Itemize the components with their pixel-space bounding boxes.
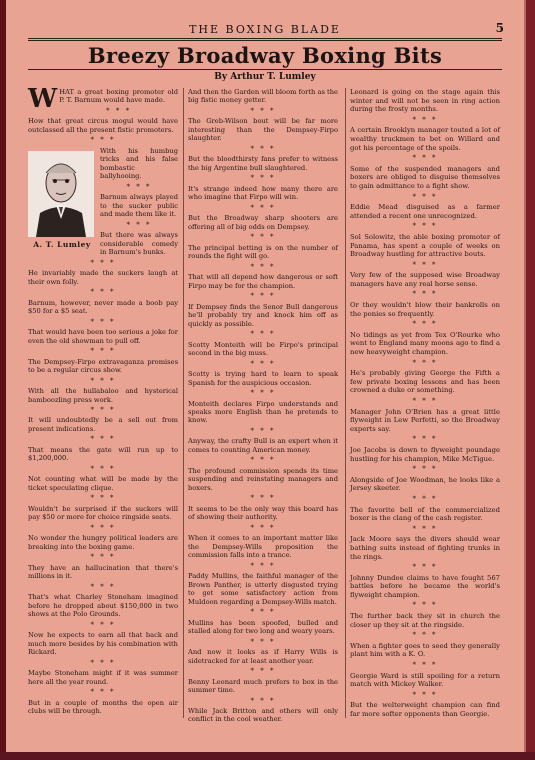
paragraph-separator: * * * xyxy=(250,292,276,301)
article-paragraph: Not counting what will be made by the ticket speculating clique. xyxy=(28,475,178,492)
article-paragraph: The Greb-Wilson bout will be far more interesting than the Dempsey-Firpo slaughter. xyxy=(188,117,338,143)
paragraph-separator: * * * xyxy=(412,524,438,533)
article-paragraph: That's what Charley Stoneham imagined before he dropped about $150,000 in two shows at the Polo Grounds. xyxy=(28,593,178,619)
article-paragraph: But the bloodthirsty fans prefer to witness the big Argentine bull slaughtered. xyxy=(188,155,338,172)
paragraph-separator: * * * xyxy=(90,405,116,414)
article-paragraph: Wouldn't be surprised if the suckers will pay $50 or more for choice ringside seats. xyxy=(28,504,178,522)
article-column-2 xyxy=(188,88,338,726)
paragraph-separator: * * * xyxy=(412,601,438,610)
drop-cap: W xyxy=(28,84,58,114)
author-photo xyxy=(28,151,96,250)
paragraph-separator: * * * xyxy=(90,464,116,473)
article-column-1 xyxy=(28,84,178,717)
page-number: 5 xyxy=(495,21,504,35)
article-paragraph: Mullins has been spoofed, bulled and stalled along for two long and weary years. xyxy=(188,618,338,636)
paragraph-separator: * * * xyxy=(250,426,276,435)
article-paragraph: Barnum always played to the sucker public and made them like it. xyxy=(100,193,178,219)
article-paragraph: Georgie Ward is still spoiling for a return match with Mickey Walker. xyxy=(350,671,500,689)
paragraph-separator: * * * xyxy=(106,106,132,115)
article-paragraph: It seems to be the only way this board has of showing their authority. xyxy=(188,504,338,522)
article-paragraph: How that great circus mogul would have outclassed all the present fistic promoters. xyxy=(28,117,178,134)
article-paragraph: The Dempsey-Firpo extravaganza promises to be a regular circus show. xyxy=(28,357,178,375)
paragraph-separator: * * * xyxy=(412,192,438,201)
paragraph-separator: * * * xyxy=(250,696,276,705)
article-paragraph: Sol Solowitz, the able boxing promoter of Panama, has spent a couple of weeks on Broadway hustling for attractive bouts. xyxy=(350,232,500,259)
article-paragraph: Jack Moore says the divers should wear bathing suits instead of fighting trunks in the rings. xyxy=(350,535,500,561)
article-paragraph: Eddie Mead disguised as a farmer attended a recent one unrecognized. xyxy=(350,203,500,220)
header-rule-double xyxy=(28,40,502,41)
article-paragraph: Leonard is going on the stage again this winter and will not be seen in ring action during the frosty months. xyxy=(350,88,500,114)
column-divider xyxy=(183,88,184,718)
article-paragraph: Joe Jacobs is down to flyweight poundage hustling for his champion, Mike McTigue. xyxy=(350,445,500,463)
article-paragraph: A certain Brooklyn manager touted a lot of wealthy truckmen to bet on Willard and got his percentage of the spoils. xyxy=(350,126,500,152)
paragraph-separator: * * * xyxy=(412,435,438,444)
article-paragraph: When a fighter goes to seed they generally plant him with a K. O. xyxy=(350,641,500,659)
article-paragraph: But the Broadway sharp shooters are offering all of big odds on Dempsey. xyxy=(188,214,338,231)
article-paragraph: The favorite bell of the commercialized boxer is the clang of the cash register. xyxy=(350,505,500,523)
article-paragraph: That would have been too serious a joke for even the old showman to pull off. xyxy=(28,328,178,345)
article-paragraph: If Dempsey finds the Senor Bull dangerous he'll probably try and knock him off as quickly as possible. xyxy=(188,302,338,328)
paragraph-separator: * * * xyxy=(90,317,116,326)
paragraph-separator: * * * xyxy=(412,563,438,572)
paragraph-separator: * * * xyxy=(90,136,116,145)
paragraph-separator: * * * xyxy=(250,561,276,570)
article-paragraph: It's strange indeed how many there are who imagine that Firpo will win. xyxy=(188,184,338,202)
page-bottom-edge xyxy=(0,752,535,760)
article-paragraph: With all the hullabaloo and hysterical bamboozling press work. xyxy=(28,387,178,404)
paragraph-separator: * * * xyxy=(90,582,116,591)
paragraph-separator: * * * xyxy=(250,637,276,646)
running-header xyxy=(28,23,502,37)
article-paragraph: They have an hallucination that there's millions in it. xyxy=(28,563,178,581)
paragraph-separator: * * * xyxy=(90,523,116,532)
paragraph-separator: * * * xyxy=(412,397,438,405)
article-paragraph: Alongside of Joe Woodman, he looks like a Jersey skeeter. xyxy=(350,475,500,493)
paragraph-separator: * * * xyxy=(250,144,276,153)
paragraph-separator: * * * xyxy=(90,347,116,356)
article-paragraph: Monteith declares Firpo understands and speaks more English than he pretends to know. xyxy=(188,399,338,425)
paragraph-separator: * * * xyxy=(126,220,152,229)
paragraph-separator: * * * xyxy=(412,222,438,231)
paragraph-separator: * * * xyxy=(412,260,438,269)
paragraph-separator: * * * xyxy=(90,258,116,267)
paragraph-separator: * * * xyxy=(412,115,438,124)
paragraph-text: HAT a great boxing promoter old P. T. Barnum would have made. xyxy=(59,88,178,105)
article-paragraph: When it comes to an important matter like the Dempsey-Wills proposition the commission falls into a trance. xyxy=(188,534,338,560)
article-paragraph: With his humbug tricks and his false bombastic ballyhooing. xyxy=(100,146,178,181)
article-paragraph: He invariably made the suckers laugh at their own folly. xyxy=(28,269,178,286)
paragraph-separator: * * * xyxy=(90,435,116,444)
paragraph-separator: * * * xyxy=(412,465,438,474)
paragraph-separator: * * * xyxy=(412,661,438,670)
article-column-3 xyxy=(350,88,500,721)
article-paragraph: While Jack Britton and others will only conflict in the cool weather. xyxy=(188,707,338,724)
article-paragraph: The further back they sit in church the closer up they sit at the ringside. xyxy=(350,612,500,629)
article-byline: By Arthur T. Lumley xyxy=(214,72,316,82)
paragraph-separator: * * * xyxy=(250,608,276,617)
paragraph-separator: * * * xyxy=(126,182,152,191)
paragraph-separator: * * * xyxy=(250,106,276,115)
article-paragraph: That will all depend how dangerous or soft Firpo may be for the champion. xyxy=(188,273,338,290)
paragraph-separator: * * * xyxy=(250,203,276,212)
paragraph-separator: * * * xyxy=(412,631,438,640)
paragraph-separator: * * * xyxy=(90,688,116,697)
article-paragraph: Barnum, however, never made a boob pay $50 for a $5 seat. xyxy=(28,298,178,316)
article-headline: Breezy Broadway Boxing Bits xyxy=(87,43,443,68)
article-paragraph: But in a couple of months the open air clubs will be through. xyxy=(28,698,178,715)
paragraph-separator: * * * xyxy=(90,494,116,503)
article-paragraph: Anyway, the crafty Bull is an expert when it comes to counting American money. xyxy=(188,437,338,454)
article-paragraph: Or they wouldn't blow their bankrolls on the ponies so frequently. xyxy=(350,301,500,318)
article-paragraph: Maybe Stoneham might if it was summer here all the year round. xyxy=(28,669,178,686)
article-paragraph: Manager John O'Brien has a great little flyweight in Lew Perfetti, so the Broadway experts say. xyxy=(350,407,500,433)
article-paragraph: And then the Garden will bloom forth as the big fistic money getter. xyxy=(188,88,338,105)
article-paragraph: Scotty is trying hard to learn to speak Spanish for the auspicious occasion. xyxy=(188,370,338,387)
article-paragraph: Some of the suspended managers and boxers are obliged to disguise themselves to gain admittance to a fight show. xyxy=(350,164,500,190)
article-paragraph: Scotty Monteith will be Firpo's principal second in the big muss. xyxy=(188,340,338,358)
paragraph-separator: * * * xyxy=(250,233,276,242)
article-paragraph xyxy=(28,84,178,114)
paragraph-separator: * * * xyxy=(250,262,276,271)
article-paragraph: Paddy Mullins, the faithful manager of the Brown Panther, is utterly disgusted trying to get some satisfactory action from Muldoon regarding a Dempsey-Wills match. xyxy=(188,572,338,606)
headline-rule xyxy=(28,69,502,70)
article-paragraph: The profound commission spends its time suspending and reinstating managers and boxers. xyxy=(188,466,338,492)
article-paragraph: But there was always considerable comedy in Barnum's bunks. xyxy=(100,231,178,257)
article-paragraph: Very few of the supposed wise Broadway managers have any real horse sense. xyxy=(350,271,500,288)
column-divider xyxy=(345,88,346,718)
paragraph-separator: * * * xyxy=(412,290,438,299)
paragraph-separator: * * * xyxy=(90,376,116,385)
paragraph-separator: * * * xyxy=(250,174,276,183)
paragraph-separator: * * * xyxy=(250,523,276,532)
paragraph-separator: * * * xyxy=(412,358,438,367)
paragraph-separator: * * * xyxy=(90,658,116,667)
photo-caption: A. T. Lumley xyxy=(33,240,91,250)
article-paragraph: That means the gate will run up to $1,200,000. xyxy=(28,445,178,463)
paragraph-separator: * * * xyxy=(412,154,438,163)
paragraph-separator: * * * xyxy=(250,494,276,503)
article-paragraph: But the welterweight champion can find far more softer opponents than Georgie. xyxy=(350,701,500,718)
paragraph-separator: * * * xyxy=(250,359,276,368)
paragraph-separator: * * * xyxy=(250,330,276,339)
paragraph-separator: * * * xyxy=(90,620,116,629)
publication-title: THE BOXING BLADE xyxy=(189,23,341,36)
paragraph-separator: * * * xyxy=(412,320,438,329)
article-paragraph: Benny Leonard much prefers to box in the summer time. xyxy=(188,677,338,695)
article-paragraph: The principal betting is on the number of rounds the fight will go. xyxy=(188,243,338,261)
article-paragraph: Now he expects to earn all that back and much more besides by his combination with Rickard. xyxy=(28,631,178,657)
article-paragraph: And now it looks as if Harry Wills is sidetracked for at least another year. xyxy=(188,648,338,665)
article-paragraph: No tidings as yet from Tex O'Rourke who went to England many moons ago to find a new heavyweight champion. xyxy=(350,330,500,357)
paragraph-separator: * * * xyxy=(250,667,276,676)
article-paragraph: No wonder the hungry political leaders are breaking into the boxing game. xyxy=(28,534,178,551)
header-rule xyxy=(28,38,502,39)
paragraph-separator: * * * xyxy=(90,553,116,562)
article-paragraph: It will undoubtedly be a sell out from present indications. xyxy=(28,416,178,433)
paragraph-separator: * * * xyxy=(250,389,276,398)
paragraph-separator: * * * xyxy=(250,456,276,465)
paragraph-separator: * * * xyxy=(90,288,116,297)
page-edge xyxy=(526,0,535,760)
article-paragraph: Johnny Dundee claims to have fought 567 battles before he became the world's flyweight champion. xyxy=(350,573,500,599)
article-paragraph: He's probably giving George the Fifth a few private boxing lessons and has been crowned a duke or something. xyxy=(350,369,500,395)
paragraph-separator: * * * xyxy=(412,690,438,699)
author-portrait-image xyxy=(28,151,94,237)
paragraph-separator: * * * xyxy=(412,494,438,503)
